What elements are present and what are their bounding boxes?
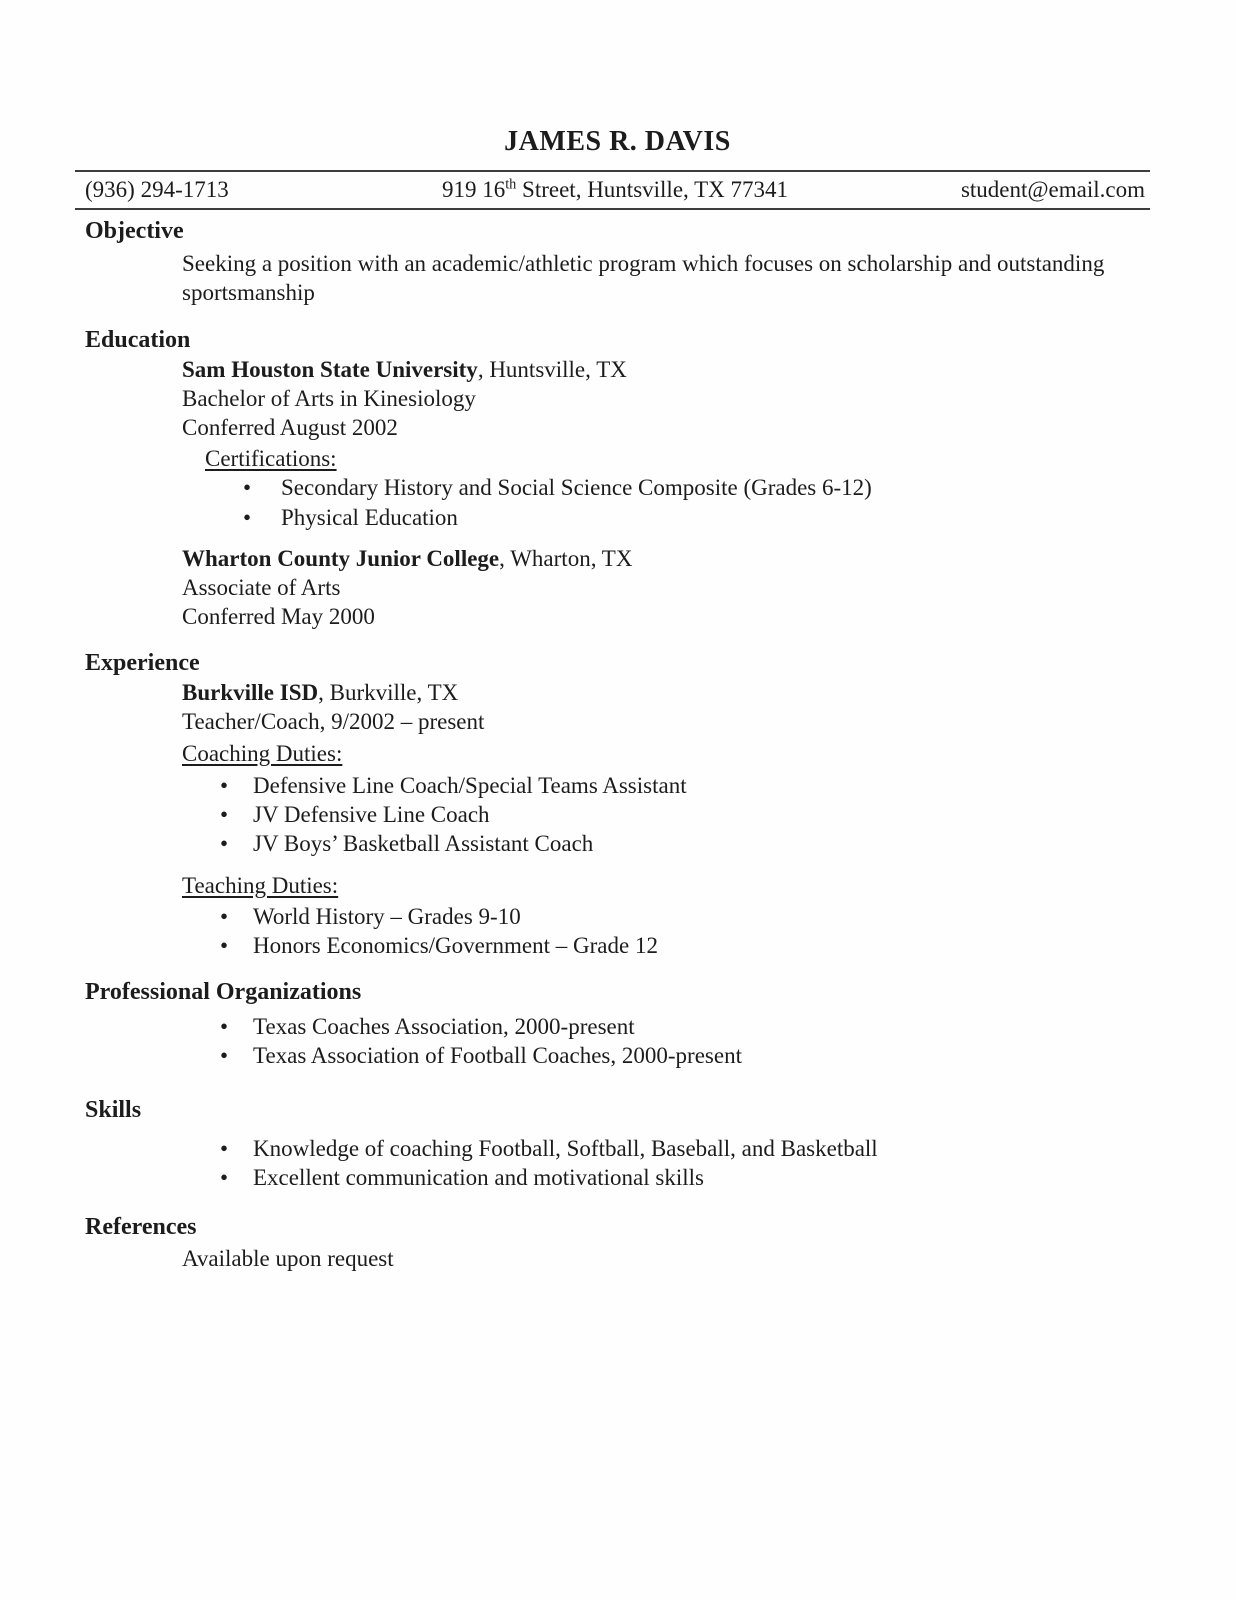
education-school — [85, 544, 1150, 631]
skills-heading: Skills — [85, 1097, 142, 1123]
organization-text: Texas Association of Football Coaches, 2000-present — [253, 1043, 742, 1068]
address-rest: Street, Huntsville, TX 77341 — [516, 177, 789, 202]
certification-text: Secondary History and Social Science Composite (Grades 6-12) — [281, 475, 872, 500]
section-organizations — [85, 978, 1150, 1070]
references-text: Available upon request — [182, 1246, 394, 1271]
objective-text-line: sportsmanship — [182, 280, 315, 305]
coaching-duty-item — [220, 800, 1150, 829]
coaching-duty-item — [220, 829, 1150, 858]
skill-text: Knowledge of coaching Football, Softball, Baseball, and Basketball — [253, 1136, 878, 1161]
bullet-icon: • — [220, 831, 229, 856]
organization-item — [220, 1041, 1150, 1070]
address — [371, 176, 858, 204]
bullet-icon: • — [220, 1136, 229, 1161]
skill-item — [220, 1163, 1150, 1192]
resume-name: JAMES R. DAVIS — [504, 126, 731, 157]
teaching-duty-text: World History – Grades 9-10 — [253, 904, 521, 929]
bullet-icon: • — [220, 773, 229, 798]
bullet-icon: • — [220, 802, 229, 827]
employer-line — [182, 678, 1150, 707]
coaching-duty-item — [220, 771, 1150, 800]
section-skills — [85, 1096, 1150, 1192]
teaching-duty-item — [220, 902, 1150, 931]
bullet-icon: • — [220, 904, 229, 929]
certification-text: Physical Education — [281, 505, 458, 530]
teaching-duty-text: Honors Economics/Government – Grade 12 — [253, 933, 658, 958]
bullet-icon: • — [243, 505, 252, 530]
employer-name: Burkville ISD — [182, 680, 319, 705]
coaching-duty-text: Defensive Line Coach/Special Teams Assistant — [253, 773, 687, 798]
bullet-icon: • — [243, 475, 252, 500]
section-experience — [85, 649, 1150, 960]
bullet-icon: • — [220, 1014, 229, 1039]
school-name-line — [182, 355, 1150, 384]
coaching-duty-text: JV Defensive Line Coach — [253, 802, 490, 827]
section-objective — [85, 217, 1150, 307]
teaching-duty-item — [220, 931, 1150, 960]
skill-text: Excellent communication and motivational skills — [253, 1165, 704, 1190]
organization-text: Texas Coaches Association, 2000-present — [253, 1014, 635, 1039]
teaching-duties-label: Teaching Duties: — [182, 873, 339, 898]
role-line: Teacher/Coach, 9/2002 – present — [182, 709, 485, 734]
bullet-icon: • — [220, 1043, 229, 1068]
objective-text-line: Seeking a position with an academic/athletic program which focuses on scholarship and outstanding — [182, 251, 1105, 276]
experience-heading: Experience — [85, 650, 200, 676]
employer-location: , Burkville, TX — [318, 680, 459, 705]
coaching-duties-label: Coaching Duties: — [182, 741, 343, 766]
school-name-line — [182, 544, 1150, 573]
contact-bar — [75, 170, 1150, 210]
education-heading: Education — [85, 327, 191, 353]
certification-item — [243, 473, 1150, 503]
bullet-icon: • — [220, 933, 229, 958]
address-ordinal: th — [505, 176, 517, 193]
school-name: Sam Houston State University — [182, 357, 478, 382]
coaching-duty-text: JV Boys’ Basketball Assistant Coach — [253, 831, 594, 856]
bullet-icon: • — [220, 1165, 229, 1190]
school-conferred: Conferred May 2000 — [182, 604, 375, 629]
email-address: student@email.com — [960, 177, 1145, 202]
organizations-heading: Professional Organizations — [85, 979, 362, 1005]
address-number: 919 16 — [441, 177, 506, 202]
section-references — [85, 1213, 1150, 1273]
education-school — [85, 355, 1150, 533]
section-education — [85, 326, 1150, 631]
certification-item — [243, 503, 1150, 533]
school-conferred: Conferred August 2002 — [182, 415, 398, 440]
references-heading: References — [85, 1214, 197, 1240]
phone-number: (936) 294-1713 — [85, 177, 229, 202]
school-degree: Associate of Arts — [182, 575, 341, 600]
school-degree: Bachelor of Arts in Kinesiology — [182, 386, 476, 411]
certifications-label: Certifications: — [205, 446, 337, 471]
school-name: Wharton County Junior College — [182, 546, 500, 571]
objective-heading: Objective — [85, 218, 184, 244]
school-location: , Wharton, TX — [499, 546, 633, 571]
school-location: , Huntsville, TX — [477, 357, 627, 382]
skill-item — [220, 1134, 1150, 1163]
organization-item — [220, 1012, 1150, 1041]
